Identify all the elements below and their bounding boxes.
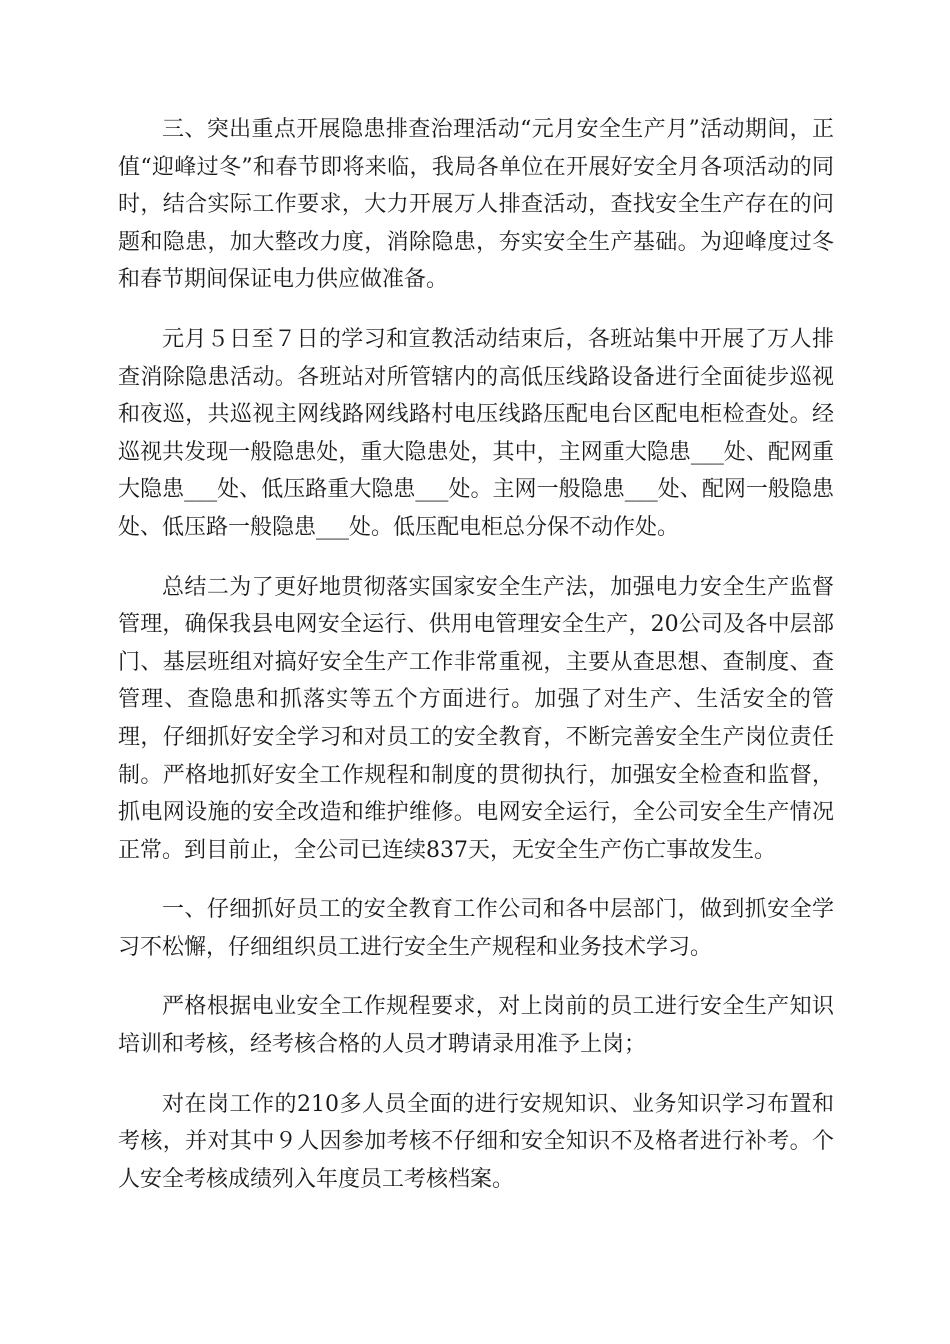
paragraph-on-duty-assessment: 对在岗工作的210多人员全面的进行安规知识、业务知识学习布置和考核，并对其中９人因参加考核不仔细和安全知识不及格者进行补考。个人安全考核成绩列入年度员工考核档案。 <box>118 1091 834 1192</box>
paragraph-inspection-results: 元月５日至７日的学习和宣教活动结束后，各班站集中开展了万人排查消除隐患活动。各班站对所管辖内的高低压线路设备进行全面徒步巡视和夜巡，共巡视主网线路网线路村电压线路压配电台区配电柜检查处。经巡视共发现一般隐患处，重大隐患处，其中，主网重大隐患___处、配网重大隐患___处、低压路重大隐患___处。主网一般隐患___处、配网一般隐患处、低压路一般隐患___处。低压配电柜总分保不动作处。 <box>118 326 834 540</box>
paragraph-pre-job-training: 严格根据电业安全工作规程要求，对上岗前的员工进行安全生产知识培训和考核，经考核合格的人员才聘请录用准予上岗； <box>118 994 834 1058</box>
document-body <box>118 111 834 1220</box>
paragraph-safety-education: 一、仔细抓好员工的安全教育工作公司和各中层部门，做到抓安全学习不松懈，仔细组织员工进行安全生产规程和业务技术学习。 <box>118 897 834 960</box>
paragraph-hidden-danger-campaign: 三、突出重点开展隐患排查治理活动“元月安全生产月”活动期间，正值“迎峰过冬”和春节即将来临，我局各单位在开展好安全月各项活动的同时，结合实际工作要求，大力开展万人排查活动，查找安全生产存在的问题和隐患，加大整改力度，消除隐患，夯实安全生产基础。为迎峰度过冬和春节期间保证电力供应做准备。 <box>118 117 834 293</box>
paragraph-summary-two: 总结二为了更好地贯彻落实国家安全生产法，加强电力安全生产监督管理，确保我县电网安全运行、供用电管理安全生产，20公司及各中层部门、基层班组对搞好安全生产工作非常重视，主要从查思想、查制度、查管理、查隐患和抓落实等五个方面进行。加强了对生产、生活安全的管理，仔细抓好安全学习和对员工的安全教育，不断完善安全生产岗位责任制。严格地抓好安全工作规程和制度的贯彻执行，加强安全检查和监督，抓电网设施的安全改造和维护维修。电网安全运行，全公司安全生产情况正常。到目前止，全公司已连续837天，无安全生产伤亡事故发生。 <box>118 574 834 863</box>
